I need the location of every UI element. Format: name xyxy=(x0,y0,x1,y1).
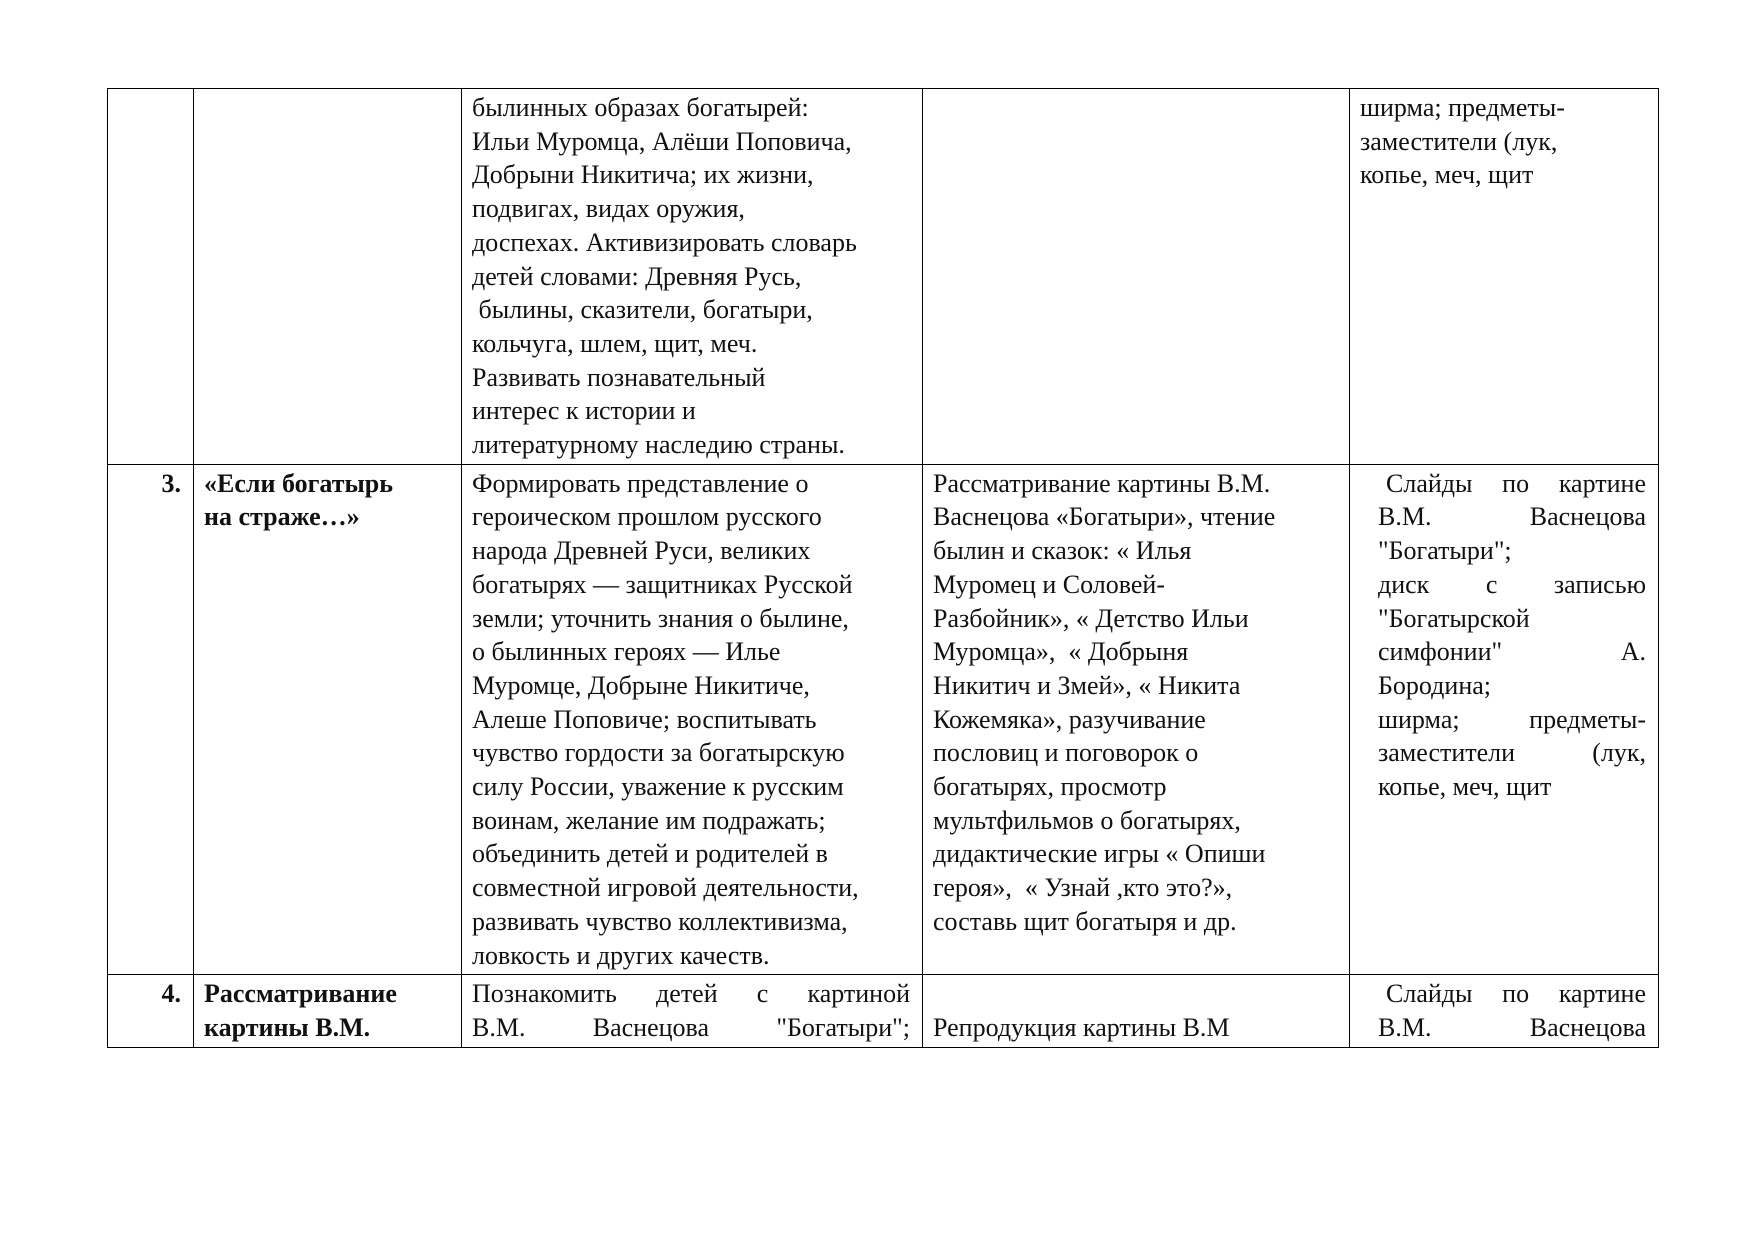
lesson-plan-table xyxy=(107,88,1659,1048)
table-row xyxy=(108,975,1659,1047)
topic-cell: «Если богатырь на страже…» xyxy=(194,464,462,975)
table-row xyxy=(108,89,1659,465)
work-cell xyxy=(923,89,1350,465)
row-number-cell xyxy=(108,89,194,465)
table-row xyxy=(108,464,1659,975)
materials-cell: Слайды по картине В.М. Васнецова xyxy=(1350,975,1659,1047)
goals-cell: былинных образах богатырей: Ильи Муромца, Алёши Поповича, Добрыни Никитича; их жизни, подвигах, видах оружия, доспехах. Активизировать словарь детей словами: Древняя Русь, былины, сказители, богатыри, кольчуга, шлем, щит, меч. Развивать познавательный интерес к истории и литературному наследию страны. xyxy=(462,89,923,465)
work-cell: Рассматривание картины В.М. Васнецова «Богатыри», чтение былин и сказок: « Илья Муромец и Соловей- Разбойник», « Детство Ильи Муромца», « Добрыня Никитич и Змей», « Никита Кожемяка», разучивание пословиц и поговорок о богатырях, просмотр мультфильмов о богатырях, дидактические игры « Опиши героя», « Узнай ,кто это?», составь щит богатыря и др. xyxy=(923,464,1350,975)
materials-cell: ширма; предметы- заместители (лук, копье, меч, щит xyxy=(1350,89,1659,465)
row-number-cell: 4. xyxy=(108,975,194,1047)
goals-cell: Формировать представление о героическом прошлом русского народа Древней Руси, великих богатырях — защитниках Русской земли; уточнить знания о былине, о былинных героях — Илье Муромце, Добрыне Никитиче, Алеше Поповиче; воспитывать чувство гордости за богатырскую силу России, уважение к русским воинам, желание им подражать; объединить детей и родителей в совместной игровой деятельности, развивать чувство коллективизма, ловкость и других качеств. xyxy=(462,464,923,975)
row-number-cell: 3. xyxy=(108,464,194,975)
work-cell: Репродукция картины В.М xyxy=(923,975,1350,1047)
goals-cell: Познакомить детей с картиной В.М. Васнецова "Богатыри"; xyxy=(462,975,923,1047)
topic-cell: Рассматривание картины В.М. xyxy=(194,975,462,1047)
materials-cell: Слайды по картине В.М. Васнецова "Богатыри"; диск с записью "Богатырской симфонии" А. Бородина; ширма; предметы- заместители (лук, копье, меч, щит xyxy=(1350,464,1659,975)
topic-cell xyxy=(194,89,462,465)
